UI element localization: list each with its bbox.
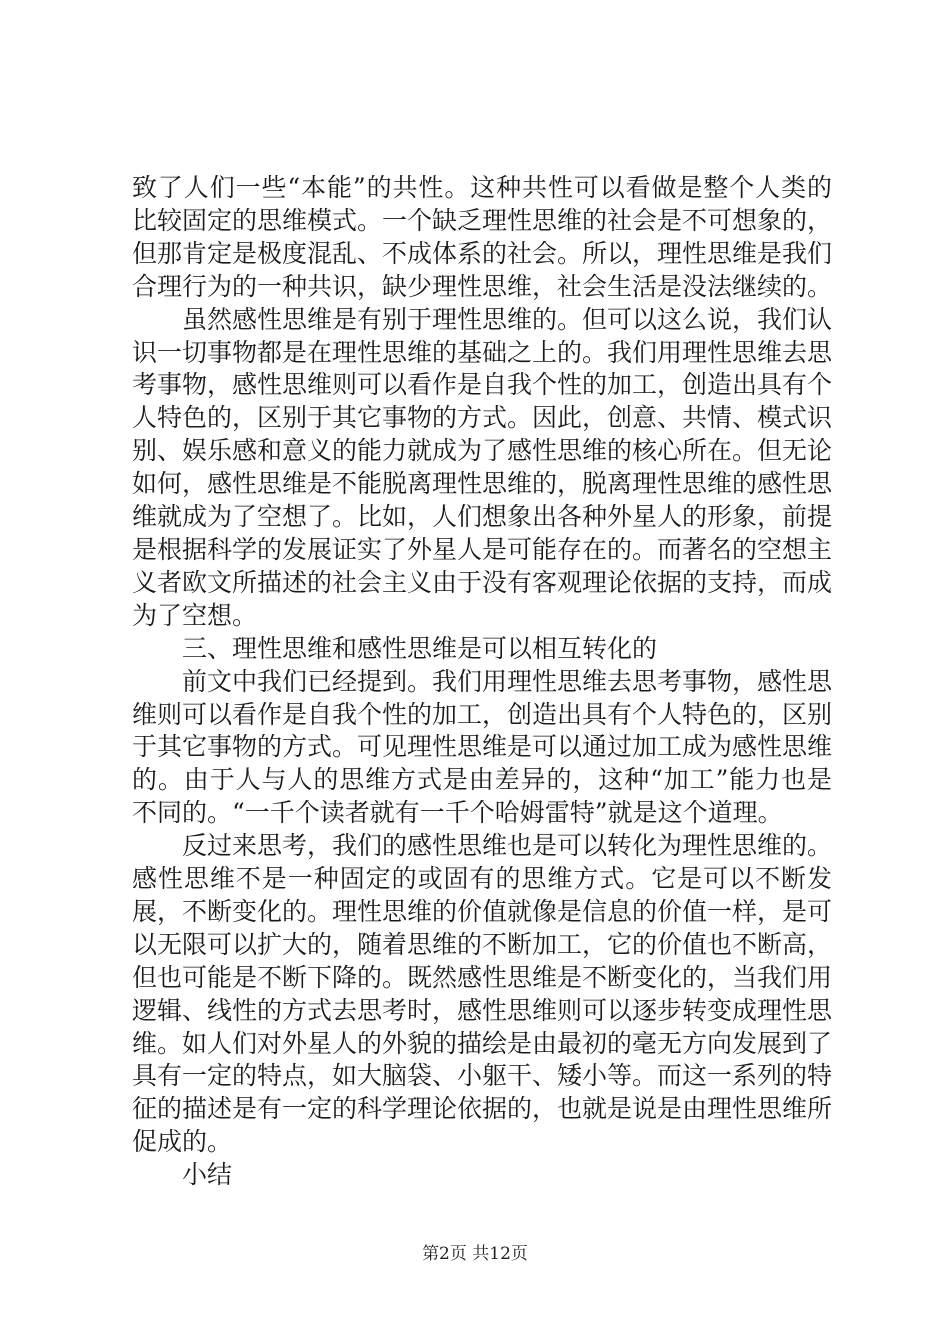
paragraph: 前文中我们已经提到。我们用理性思维去思考事物，感性思维则可以看作是自我个性的加工，创造出具有个人特色的，区别于其它事物的方式。可见理性思维是可以通过加工成为感性思维的。由于人与人的思维方式是由差异的，这种“加工”能力也是不同的。“一千个读者就有一千个哈姆雷特”就是这个道理。 <box>132 666 833 828</box>
section-heading: 三、理性思维和感性思维是可以相互转化的 <box>182 633 658 663</box>
summary-heading: 小结 <box>182 1160 233 1190</box>
paragraph: 虽然感性思维是有别于理性思维的。但可以这么说，我们认识一切事物都是在理性思维的基础之上的。我们用理性思维去思考事物，感性思维则可以看作是自我个性的加工，创造出具有个人特色的，区别于其它事物的方式。因此，创意、共情、模式识别、娱乐感和意义的能力就成为了感性思维的核心所在。但无论如何，感性思维是不能脱离理性思维的，脱离理性思维的感性思维就成为了空想了。比如，人们想象出各种外星人的形象，前提是根据科学的发展证实了外星人是可能存在的。而著名的空想主义者欧文所描述的社会主义由于没有客观理论依据的支持，而成为了空想。 <box>132 304 833 630</box>
paragraph: 反过来思考，我们的感性思维也是可以转化为理性思维的。感性思维不是一种固定的或固有的思维方式。它是可以不断发展，不断变化的。理性思维的价值就像是信息的价值一样，是可以无限可以扩大的，随着思维的不断加工，它的价值也不断高，但也可能是不断下降的。既然感性思维是不断变化的，当我们用逻辑、线性的方式去思考时，感性思维则可以逐步转变成理性思维。如人们对外星人的外貌的描绘是由最初的毫无方向发展到了具有一定的特点，如大脑袋、小躯干、矮小等。而这一系列的特征的描述是有一定的科学理论依据的，也就是说是由理性思维所促成的。 <box>132 831 833 1157</box>
document-body <box>132 172 832 1192</box>
page-number-footer: 第2页 共12页 <box>422 1244 528 1264</box>
paragraph: 致了人们一些“本能”的共性。这种共性可以看做是整个人类的比较固定的思维模式。一个缺乏理性思维的社会是不可想象的，但那肯定是极度混乱、不成体系的社会。所以，理性思维是我们合理行为的一种共识，缺少理性思维，社会生活是没法继续的。 <box>132 173 833 301</box>
